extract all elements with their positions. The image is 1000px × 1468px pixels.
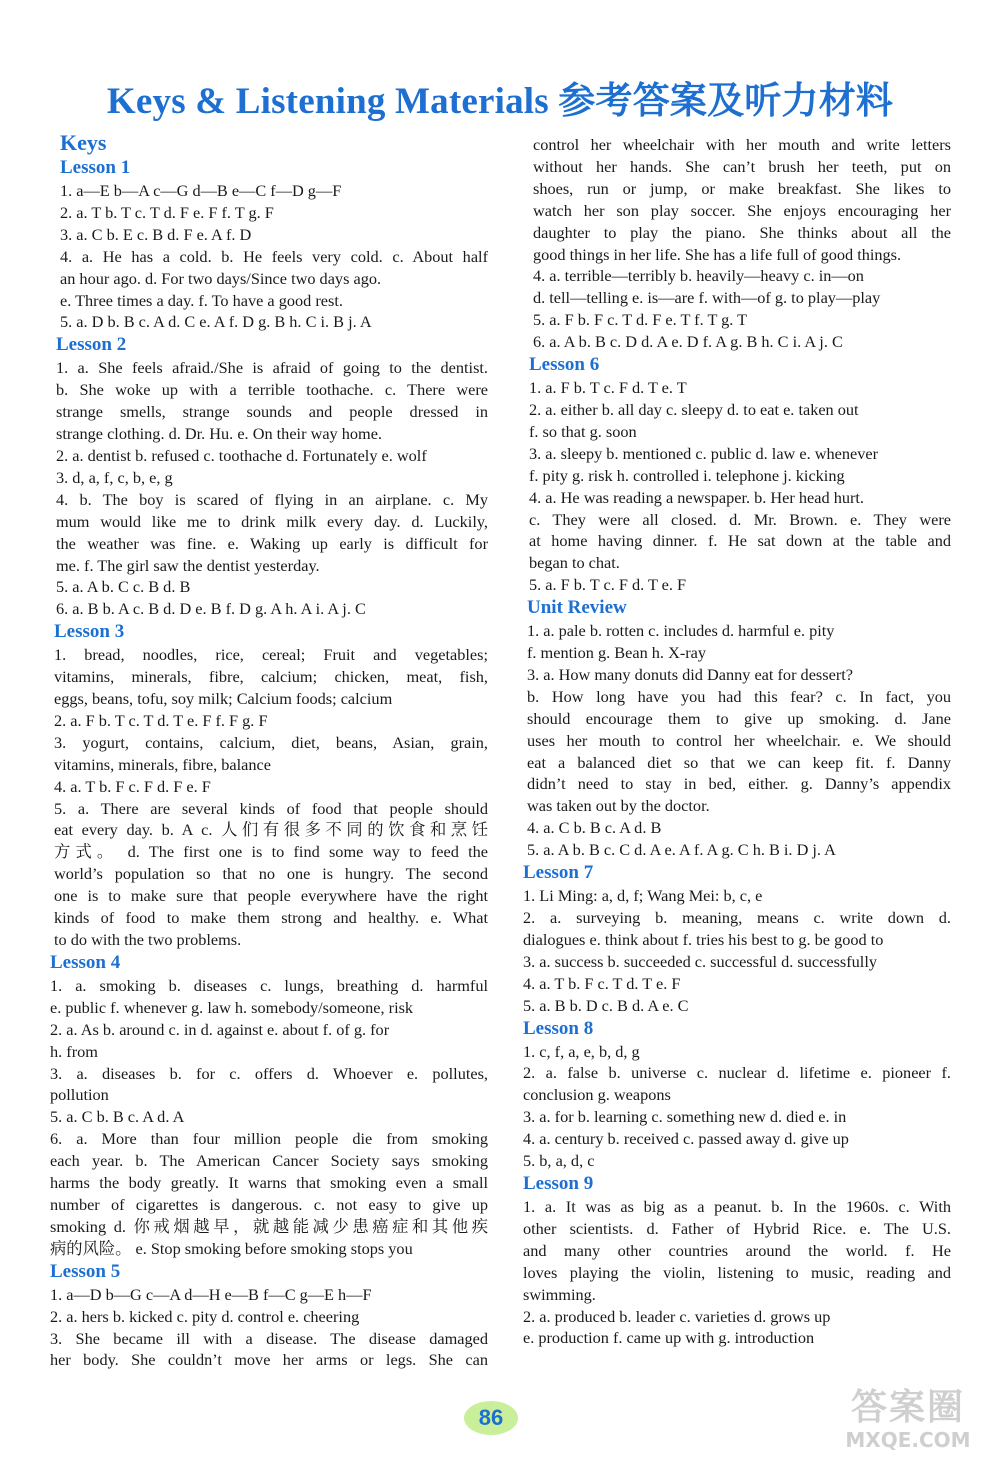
answer-line: 3. d, a, f, c, b, e, g — [56, 467, 173, 487]
answer-line: 3. a. C b. E c. B d. F e. A f. D — [60, 224, 252, 244]
answer-line: eat a balanced diet so that we can keep fit. f. Danny — [527, 752, 951, 772]
answer-line: each year. b. The American Cancer Society says smoking — [50, 1151, 488, 1171]
lesson-9-section — [523, 1172, 951, 1349]
answer-line: mum would like me to drink milk every day. d. Luckily, — [56, 511, 488, 531]
answer-line: good things in her life. She has a life full of good things. — [533, 244, 902, 264]
answer-line: loves playing the violin, listening to music, reading and — [523, 1262, 951, 1282]
answer-line: strange clothing. d. Dr. Hu. e. On their way home. — [56, 424, 383, 444]
answer-line: e. public f. whenever g. law h. somebody/someone, risk — [50, 997, 414, 1017]
unit-review-section — [527, 596, 951, 861]
watermark-url: MXQE.COM — [845, 1428, 971, 1452]
answer-line: daughter to play the piano. She thinks about all the — [533, 222, 951, 242]
answer-line: 1. a. She feels afraid./She is afraid of going to the dentist. — [56, 358, 488, 378]
answer-line: 4. a. T b. F c. T d. T e. F — [523, 973, 681, 993]
answer-line: 5. a. There are several kinds of food that people should — [54, 798, 488, 818]
lesson-4-section — [50, 951, 488, 1260]
answer-line: d. tell—telling e. is—are f. with—of g. to play—play — [533, 288, 881, 308]
answer-line: 2. a. dentist b. refused c. toothache d. Fortunately e. wolf — [56, 445, 427, 465]
answer-line: b. How long have you had this fear? c. In fact, you — [527, 686, 951, 706]
answer-line: eggs, beans, tofu, soy milk; Calcium foods; calcium — [54, 689, 393, 709]
lesson-5-continued — [533, 134, 951, 353]
answer-line: 5. a. F b. T c. F d. T e. F — [529, 575, 687, 595]
answer-line: 3. She became ill with a disease. The disease damaged — [50, 1328, 488, 1348]
answer-line: 5. a. B b. D c. B d. A e. C — [523, 995, 689, 1015]
answer-line: 2. a. surveying b. meaning, means c. write down d. — [523, 908, 951, 927]
answer-line: the weather was fine. e. Waking up early is difficult for — [56, 533, 488, 553]
watermark — [838, 1388, 978, 1452]
lesson-heading: Lesson 9 — [523, 1172, 594, 1194]
lesson-8-section — [523, 1017, 951, 1172]
answer-line: 2. a. either b. all day c. sleepy d. to eat e. taken out — [529, 399, 859, 419]
answer-line: 6. a. More than four million people die from smoking — [50, 1129, 488, 1149]
lesson-2-section — [56, 333, 488, 620]
answer-line: dialogues e. think about f. tries his best to g. be good to — [523, 929, 884, 949]
answer-line: e. Three times a day. f. To have a good rest. — [60, 290, 343, 310]
lesson-3-section — [54, 620, 488, 951]
answer-line: 1. a. pale b. rotten c. includes d. harmful e. pity — [527, 621, 835, 641]
answer-line: 2. a. As b. around c. in d. against e. about f. of g. for — [50, 1019, 390, 1039]
answer-line: should encourage them to give up smoking. d. Jane — [527, 708, 951, 728]
answer-line: 3. a. diseases b. for c. offers d. Whoever e. pollutes, — [50, 1063, 488, 1083]
answer-line: was taken out by the doctor. — [527, 796, 710, 816]
answer-line: 5. a. C b. B c. A d. A — [50, 1107, 185, 1127]
answer-line: 1. a—E b—A c—G d—B e—C f—D g—F — [60, 181, 342, 200]
answer-line: 3. a. How many donuts did Danny eat for dessert? — [527, 664, 853, 684]
answer-line: began to chat. — [529, 553, 620, 573]
answer-line: uses her mouth to control her wheelchair. e. We should — [527, 730, 951, 750]
answer-line: 4. a. T b. F c. F d. F e. F — [54, 776, 211, 796]
answer-line: watch her son play soccer. She enjoys encouraging her — [533, 200, 951, 220]
lesson-1-section — [60, 156, 488, 333]
answer-line: 3. a. for b. learning c. something new d. died e. in — [523, 1107, 847, 1127]
answer-line: 5. a. A b. C c. B d. B — [56, 577, 191, 597]
page-number: 86 — [464, 1401, 518, 1435]
lesson-heading: Lesson 5 — [50, 1260, 121, 1282]
unit-review-heading: Unit Review — [527, 597, 627, 619]
lesson-heading: Lesson 7 — [523, 862, 594, 884]
answer-line: h. from — [50, 1041, 98, 1061]
answer-line: strange smells, strange sounds and people dressed in — [56, 402, 488, 422]
answer-line: 1. c, f, a, e, b, d, g — [523, 1041, 640, 1061]
answer-line: her body. She couldn’t move her arms or legs. She can — [50, 1350, 488, 1370]
lesson-5-section — [50, 1260, 488, 1372]
answer-line: without her hands. She can’t brush her teeth, put on — [533, 156, 951, 176]
answer-line: didn’t need to stay in bed, either. g. Danny’s appendix — [527, 774, 951, 794]
keys-heading: Keys — [60, 130, 107, 155]
answer-line: b. She woke up with a terrible toothache. c. There were — [56, 380, 488, 400]
answer-line: 6. a. B b. A c. B d. D e. B f. D g. A h. A i. A j. C — [56, 599, 366, 619]
answer-line: control her wheelchair with her mouth and write letters — [533, 135, 951, 154]
answer-line: harms the body greatly. It warns that smoking even a small — [50, 1173, 488, 1193]
answer-line: vitamins, minerals, fibre, calcium; chicken, meat, fish, — [54, 667, 488, 687]
answer-line: at home having dinner. f. He sat down at the table and — [529, 531, 951, 551]
page-title: Keys & Listening Materials 参考答案及听力材料 — [106, 81, 894, 122]
answer-line: 5. a. F b. F c. T d. F e. T f. T g. T — [533, 310, 748, 330]
answer-line: number of cigarettes is dangerous. c. not easy to give up — [50, 1194, 488, 1214]
answer-line: 4. a. He was reading a newspaper. b. Her head hurt. — [529, 487, 864, 507]
answer-line: swimming. — [523, 1284, 596, 1304]
answer-line: eat every day. b. A c. 人们有很多不同的饮食和烹饪 — [54, 820, 488, 840]
lesson-heading: Lesson 8 — [523, 1017, 594, 1039]
answer-line: 2. a. F b. T c. T d. T e. F f. F g. F — [54, 710, 268, 730]
answer-line: 6. a. A b. B c. D d. A e. D f. A g. B h. C i. A j. C — [533, 332, 843, 352]
answer-line: f. mention g. Bean h. X-ray — [527, 643, 707, 663]
answer-line: 5. b, a, d, c — [523, 1151, 595, 1171]
answer-line: world’s population so that no one is hungry. The second — [54, 864, 488, 884]
answer-line: 2. a. produced b. leader c. varieties d. grows up — [523, 1306, 831, 1326]
answer-line: to do with the two problems. — [54, 930, 242, 949]
answer-line: c. They were all closed. d. Mr. Brown. e. They were — [529, 509, 951, 529]
answer-line: 5. a. D b. B c. A d. C e. A f. D g. B h. C i. B j. A — [60, 312, 372, 332]
answer-line: 1. a. It was as big as a peanut. b. In the 1960s. c. With — [523, 1196, 951, 1216]
answer-line: other scientists. d. Father of Hybrid Rice. e. The U.S. — [523, 1218, 951, 1238]
answer-line: shoes, run or jump, or make breakfast. She likes to — [533, 178, 951, 198]
answer-line: 2. a. false b. universe c. nuclear d. lifetime e. pioneer f. — [523, 1063, 951, 1083]
answer-line: 3. yogurt, contains, calcium, diet, beans, Asian, grain, — [54, 732, 488, 752]
answer-line: 病的风险。 e. Stop smoking before smoking stops you — [50, 1238, 413, 1258]
answer-line: 1. a—D b—G c—A d—H e—B f—C g—E h—F — [50, 1284, 372, 1304]
answer-line: conclusion g. weapons — [523, 1085, 671, 1105]
answer-line: 4. a. century b. received c. passed away d. give up — [523, 1129, 849, 1149]
answer-line: 4. b. The boy is scared of flying in an airplane. c. My — [56, 489, 488, 509]
answer-line: f. so that g. soon — [529, 421, 637, 441]
answer-line: 1. a. smoking b. diseases c. lungs, breathing d. harmful — [50, 975, 488, 995]
answer-line: 1. bread, noodles, rice, cereal; Fruit and vegetables; — [54, 645, 488, 665]
answer-line: 2. a. T b. T c. T d. F e. F f. T g. F — [60, 202, 274, 222]
answer-line: and many other countries around the world. f. He — [523, 1240, 951, 1260]
answer-line: an hour ago. d. For two days/Since two days ago. — [60, 268, 382, 288]
answer-line: kinds of food to make them strong and healthy. e. What — [54, 908, 488, 928]
lesson-heading: Lesson 6 — [529, 354, 600, 376]
answer-line: f. pity g. risk h. controlled i. telephone j. kicking — [529, 465, 845, 485]
answer-line: 方式。 d. The first one is to find some way to feed the — [54, 842, 488, 862]
right-column — [523, 134, 951, 1349]
answer-line: me. f. The girl saw the dentist yesterday. — [56, 555, 320, 575]
lesson-heading: Lesson 3 — [54, 621, 125, 643]
answer-line: 4. a. terrible—terribly b. heavily—heavy c. in—on — [533, 266, 864, 286]
answer-line: 1. a. F b. T c. F d. T e. T — [529, 378, 687, 398]
lesson-6-section — [529, 353, 951, 596]
answer-line: 4. a. He has a cold. b. He feels very cold. c. About half — [60, 246, 488, 266]
answer-line: e. production f. came up with g. introduction — [523, 1328, 815, 1348]
answer-line: 5. a. A b. B c. C d. A e. A f. A g. C h. B i. D j. A — [527, 840, 836, 860]
lesson-7-section — [523, 861, 951, 1016]
answer-line: 4. a. C b. B c. A d. B — [527, 818, 662, 838]
answer-line: vitamins, minerals, fibre, balance — [54, 754, 272, 774]
answer-line: smoking d. 你戒烟越早，就越能减少患癌症和其他疾 — [50, 1216, 488, 1236]
answer-line: one is to make sure that people everywhere have the right — [54, 886, 488, 906]
watermark-logo: 答案圈 — [850, 1387, 965, 1428]
answer-line: 3. a. sleepy b. mentioned c. public d. law e. whenever — [529, 443, 879, 463]
lesson-heading: Lesson 4 — [50, 951, 121, 973]
answer-line: 1. Li Ming: a, d, f; Wang Mei: b, c, e — [523, 886, 763, 906]
lesson-heading: Lesson 2 — [56, 334, 127, 356]
lesson-heading: Lesson 1 — [60, 157, 131, 178]
answer-line: 2. a. hers b. kicked c. pity d. control e. cheering — [50, 1306, 360, 1326]
left-column — [50, 130, 488, 1371]
answer-line: pollution — [50, 1085, 109, 1105]
answer-line: 3. a. success b. succeeded c. successful d. successfully — [523, 951, 877, 971]
